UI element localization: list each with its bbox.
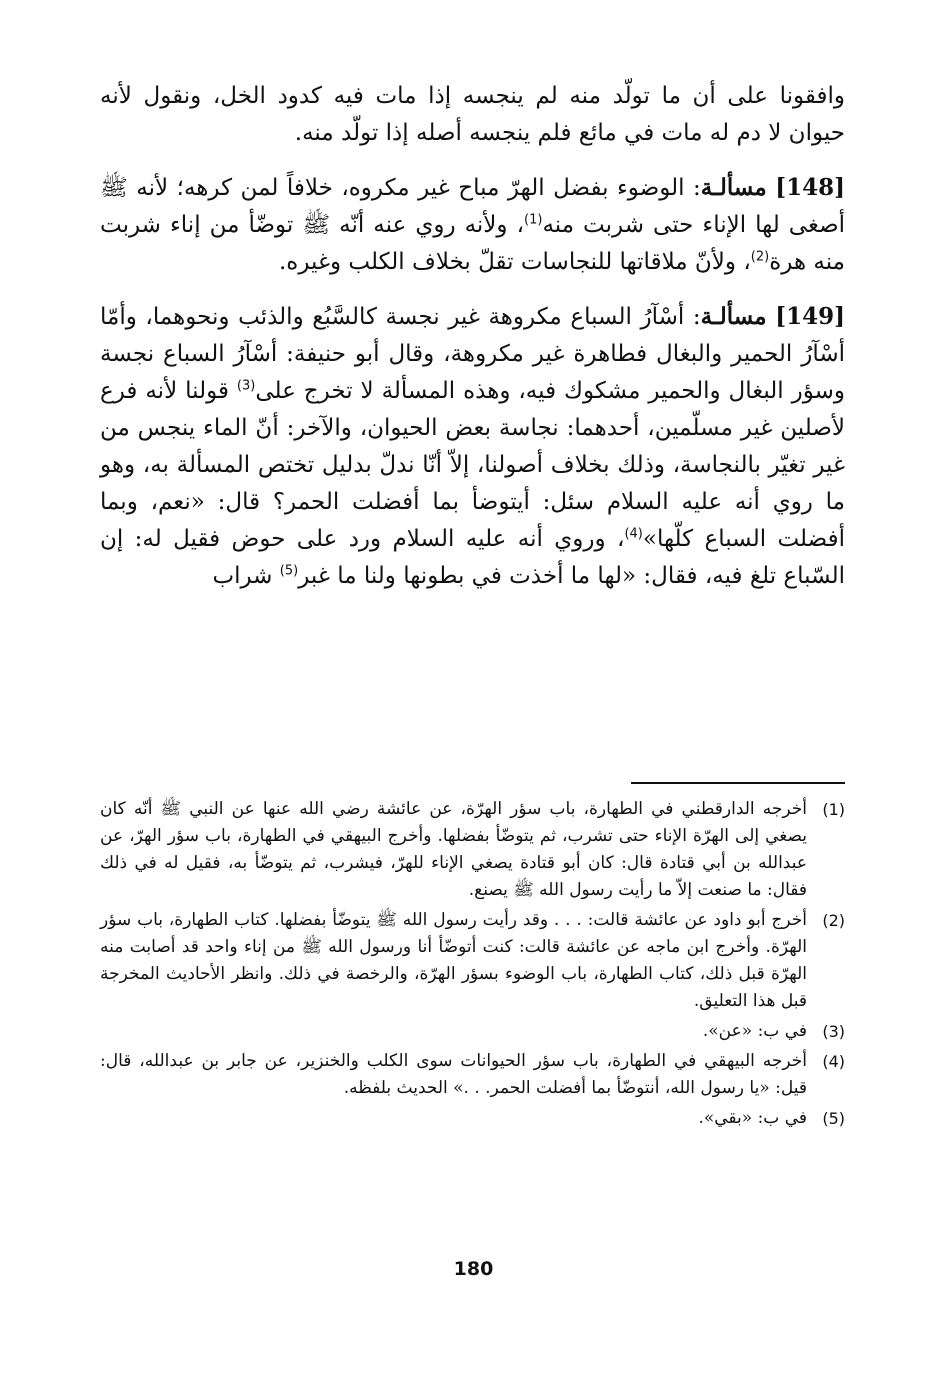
issue-148: [100, 169, 845, 281]
footnote-text: أخرجه الدارقطني في الطهارة، باب سؤر الهرّة، عن عائشة رضي الله عنها عن النبي ﷺ أنّه كان يصغي إلى الهرّة الإناء حتى تشرب، ثم يتوضّأ بفضلها. وأخرج البيهقي في الطهارة، باب سؤر الهرّ، عن عبدالله بن أبي قتادة قال: كان أبو قتادة يصغي الإناء للهرّ، فيشرب، ثم يتوضّأ به، فقيل له في ذلك فقال: ما صنعت إلاّ ما رأيت رسول الله ﷺ يصنع.: [100, 799, 807, 900]
issue-text: قولنا لأنه فرع لأصلين غير مسلّمين، أحدهما: نجاسة بعض الحيوان، والآخر: أنّ الماء ينجس من غير تغيّر بالنجاسة، وذلك بخلاف أصولنا، إلاّ أنّا ندلّ بدليل تختص المسألة به، وهو ما روي أنه عليه السلام سئل: أيتوضأ بما أفضلت الحمر؟ قال: «نعم، وبما أفضلت السباع كلّها»: [100, 378, 846, 552]
footnote-number: (2): [822, 911, 845, 930]
footnote-text: أخرجه البيهقي في الطهارة، باب سؤر الحيوانات سوى الكلب والخنزير، عن جابر بن عبدالله، قال: قيل: «يا رسول الله، أنتوضّأ بما أفضلت الحمر. . .» الحديث بلفظه.: [100, 1051, 807, 1098]
footnote: [100, 1105, 845, 1132]
footnote-number: (4): [822, 1052, 845, 1071]
issue-text: ، وروي أنه عليه السلام ورد على حوض فقيل له: إن السّباع تلغ فيه، فقال: «لها ما أخذت في بطونها ولنا ما غبر: [100, 526, 845, 589]
issue-text: : أسْآرُ السباع مكروهة غير نجسة كالسَّبُع والذئب ونحوهما، وأمّا أسْآرُ الحمير والبغال فطاهرة غير مكروهة، وقال أبو حنيفة: أسْآرُ السباع نجسة وسؤر البغال والحمير مشكوك فيه، وهذه المسألة لا تخرج على: [100, 304, 846, 404]
footnote-ref-2[interactable]: (2): [750, 249, 770, 265]
issue-text: شراب: [212, 563, 280, 589]
footnotes: [100, 796, 845, 1135]
footnote-text: في ب: «بقي».: [698, 1108, 807, 1128]
footnote-separator: [631, 782, 845, 784]
issue-149: [100, 298, 845, 595]
footnote: [100, 907, 845, 1015]
issue-text: : الوضوء بفضل الهرّ مباح غير مكروه، خلافاً لمن كرهه؛ لأنه ﷺ أصغى لها الإناء حتى شربت منه: [100, 175, 845, 238]
page-number: 180: [453, 1258, 494, 1280]
issue-label: مسألـة: [700, 174, 767, 201]
footnote-text: في ب: «عن».: [702, 1021, 807, 1041]
footnote-text: أخرج أبو داود عن عائشة قالت: . . . وقد رأيت رسول الله ﷺ يتوضّأ بفضلها. كتاب الطهارة، باب سؤر الهرّة. وأخرج ابن ماجه عن عائشة قالت: كنت أتوضّأ أنا ورسول الله ﷺ من إناء واحد قد أصابت منه الهرّة قبل ذلك، كتاب الطهارة، باب الوضوء بسؤر الهرّة، والرخصة في ذلك. وانظر الأحاديث المخرجة قبل هذا التعليق.: [100, 910, 807, 1011]
footnote-ref-4[interactable]: (4): [624, 526, 643, 542]
footnote-number: (5): [822, 1109, 845, 1128]
issue-number: [149]: [775, 303, 845, 330]
footnote-number: (1): [822, 800, 845, 819]
paragraph-continuation: [100, 78, 845, 152]
footnote-ref-3[interactable]: (3): [236, 378, 256, 394]
paragraph-text: وافقونا على أن ما تولّد منه لم ينجسه إذا مات فيه كدود الخل، ونقول لأنه حيوان لا دم له مات في مائع فلم ينجسه أصله إذا تولّد منه.: [100, 83, 845, 146]
issue-text: ، ولأنه روي عنه أنّه ﷺ توضّأ من إناء شربت منه هرة: [100, 212, 845, 275]
footnote-ref-1[interactable]: (1): [524, 212, 543, 228]
footnote: [100, 1018, 845, 1045]
footnote: [100, 1048, 845, 1102]
footnote-number: (3): [822, 1022, 845, 1041]
main-text: [100, 78, 845, 595]
footnote: [100, 796, 845, 904]
issue-text: ، ولأنّ ملاقاتها للنجاسات تقلّ بخلاف الكلب وغيره.: [278, 249, 751, 275]
issue-number: [148]: [775, 174, 846, 201]
footnote-ref-5[interactable]: (5): [279, 563, 299, 579]
issue-label: مسألـة: [700, 303, 767, 330]
